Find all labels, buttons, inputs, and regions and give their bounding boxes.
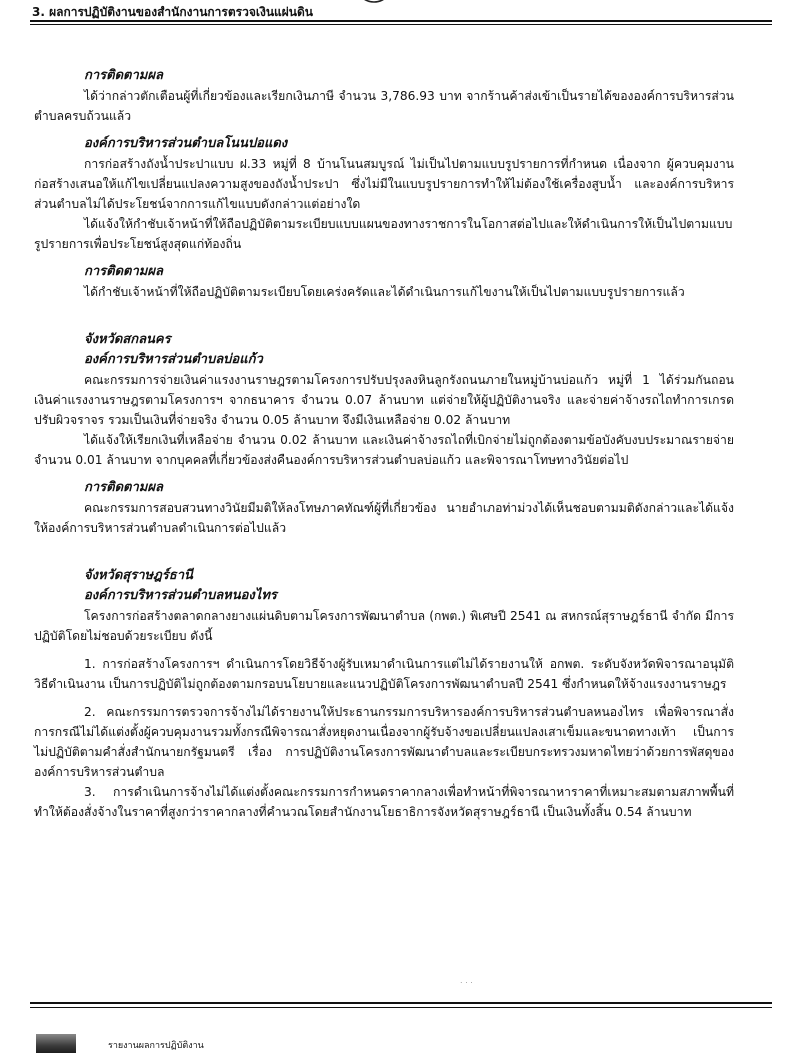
document-body — [34, 66, 734, 822]
footer-image — [36, 1034, 76, 1053]
paragraph: การก่อสร้างถังน้ำประปาแบบ ฝ.33 หมู่ที่ 8 บ้านโนนสมบูรณ์ ไม่เป็นไปตามแบบรูปรายการที่กำหนด เนื่องจาก ผู้ควบคุมงานก่อสร้างเสนอให้แก้ไขเปลี่ยนแปลงความสูงของถังน้ำประปา ซึ่งไม่มีในแบบรูปรายการทำให้ไม่ต้องใช้เครื่องสูบน้ำ และองค์การบริหารส่วนตำบลไม่ได้ประโยชน์จากการแก้ไขแบบดังกล่าวแต่อย่างใด — [34, 157, 734, 211]
paragraph: ได้แจ้งให้กำชับเจ้าหน้าที่ให้ถือปฏิบัติตามระเบียบแบบแผนของทางราชการในโอกาสต่อไปและให้ดำเนินการให้เป็นไปตามแบบรูปรายการเพื่อประโยชน์สูงสุดแก่ท้องถิ่น — [34, 217, 733, 251]
paragraph: ได้แจ้งให้เรียกเงินที่เหลือจ่าย จำนวน 0.02 ล้านบาท และเงินค่าจ้างรถไถที่เบิกจ่ายไม่ถูกต้องตามข้อบังคับงบประมาณรายจ่าย จำนวน 0.01 ล้านบาท จากบุคคลที่เกี่ยวข้องส่งคืนองค์การบริหารส่วนตำบลบ่อแก้ว และพิจารณาโทษทางวินัยต่อไป — [34, 433, 734, 467]
footer-rule — [30, 1002, 772, 1004]
followup-paragraph: ได้ว่ากล่าวตักเตือนผู้ที่เกี่ยวข้องและเรียกเงินภาษี จำนวน 3,786.93 บาท จากร้านค้าส่งเข้าเป็นรายได้ขององค์การบริหารส่วนตำบลครบถ้วนแล้ว — [34, 89, 734, 123]
header-rule — [30, 20, 772, 22]
followup-heading: การติดตามผล — [84, 264, 163, 279]
org-heading-bokaew: องค์การบริหารส่วนตำบลบ่อแก้ว — [84, 352, 263, 367]
province-heading-surat: จังหวัดสุราษฎร์ธานี — [84, 568, 193, 583]
org-heading-nonpordaeng: องค์การบริหารส่วนตำบลโนนปอแดง — [84, 136, 288, 151]
followup-paragraph: คณะกรรมการสอบสวนทางวินัยมีมติให้ลงโทษภาคทัณฑ์ผู้ที่เกี่ยวข้อง นายอำเภอท่าม่วงได้เห็นชอบตามมติดังกล่าวและได้แจ้งให้องค์การบริหารส่วนตำบลดำเนินการต่อไปแล้ว — [34, 501, 734, 535]
org-heading-nongsai: องค์การบริหารส่วนตำบลหนองไทร — [84, 588, 277, 603]
list-item: 1. การก่อสร้างโครงการฯ ดำเนินการโดยวิธีจ้างผู้รับเหมาดำเนินการแต่ไม่ได้รายงานให้ อกพต. ระดับจังหวัดพิจารณาอนุมัติวิธีดำเนินงาน เป็นการปฏิบัติไม่ถูกต้องตามกรอบนโยบายและแนวปฏิบัติโครงการพัฒนาตำบลปี 2541 ซึ่งกำหนดให้จ้างแรงงานราษฎร — [34, 657, 734, 691]
followup-heading: การติดตามผล — [84, 68, 163, 83]
list-item: 3. การดำเนินการจ้างไม่ได้แต่งตั้งคณะกรรมการกำหนดราคากลางเพื่อทำหน้าที่พิจารณาหาราคาที่เหมาะสมตามสภาพพื้นที่ ทำให้ต้องสั่งจ้างในราคาที่สูงกว่าราคากลางที่คำนวณโดยสำนักงานโยธาธิการจังหวัดสุราษฎร์ธานี เป็นเงินทั้งสิ้น 0.54 ล้านบาท — [34, 785, 734, 819]
followup-paragraph: ได้กำชับเจ้าหน้าที่ให้ถือปฏิบัติตามระเบียบโดยเคร่งครัดและได้ดำเนินการแก้ไขงานให้เป็นไปตามแบบรูปรายการแล้ว — [84, 285, 685, 299]
province-heading-sakon: จังหวัดสกลนคร — [84, 332, 171, 347]
followup-heading: การติดตามผล — [84, 480, 163, 495]
header-rule-thin — [30, 24, 772, 25]
seal-emblem — [352, 0, 396, 12]
page-mark: . . . — [460, 976, 473, 985]
page-header-title: 3. ผลการปฏิบัติงานของสำนักงานการตรวจเงินแผ่นดิน — [32, 5, 313, 19]
list-item: 2. คณะกรรมการตรวจการจ้างไม่ได้รายงานให้ประธานกรรมการบริหารองค์การบริหารส่วนตำบลหนองไทร เพื่อพิจารณาสั่งการกรณีไม่ได้แต่งตั้งผู้ควบคุมงานรวมทั้งกรณีพิจารณาสั่งหยุดงานเนื่องจากผู้รับจ้างขอเปลี่ยนแปลงเสาเข็มและขนาดทางเท้า เป็นการไม่ปฏิบัติตามคำสั่งสำนักนายกรัฐมนตรี เรื่อง การปฏิบัติงานโครงการพัฒนาตำบลและระเบียบกระทรวงมหาดไทยว่าด้วยการพัสดุขององค์การบริหารส่วนตำบล — [34, 705, 734, 779]
paragraph: โครงการก่อสร้างตลาดกลางยางแผ่นดิบตามโครงการพัฒนาตำบล (กพต.) พิเศษปี 2541 ณ สหกรณ์สุราษฎร์ธานี จำกัด มีการปฏิบัติโดยไม่ชอบด้วยระเบียบ ดังนี้ — [34, 609, 734, 643]
paragraph: คณะกรรมการจ่ายเงินค่าแรงงานราษฎรตามโครงการปรับปรุงลงหินลูกรังถนนภายในหมู่บ้านบ่อแก้ว หมู่ที่ 1 ได้ร่วมกันถอนเงินค่าแรงงานราษฎรตามโครงการฯ จากธนาคาร จำนวน 0.07 ล้านบาท แต่จ่ายให้ผู้ปฏิบัติงานจริง และจ่ายค่าจ้างรถไถทำการเกรดปรับผิวจราจร รวมเป็นเงินที่จ่ายจริง จำนวน 0.05 ล้านบาท จึงมีเงินเหลือจ่าย 0.02 ล้านบาท — [34, 373, 734, 427]
footer-rule-thin — [30, 1007, 772, 1008]
footer-text: รายงานผลการปฏิบัติงาน — [108, 1041, 204, 1051]
